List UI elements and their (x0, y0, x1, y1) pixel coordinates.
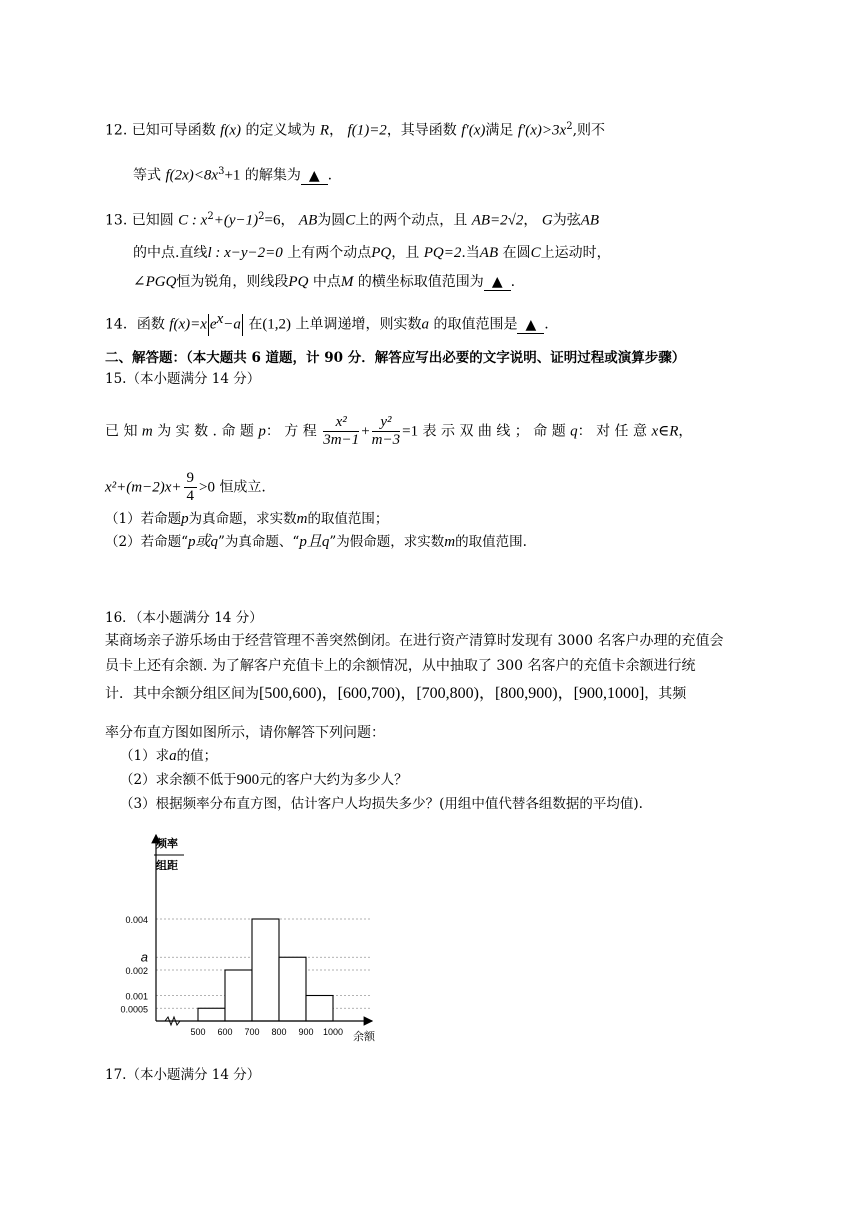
answer-blank: ▲ (484, 274, 511, 291)
y-label-bottom: 组距 (156, 860, 178, 872)
q12-line1: 12. 已知可导函数 f(x) 的定义域为 R， f(1)=2，其导函数 f′(x)满足 $f'(x)>3x^2$,则不 (105, 121, 606, 139)
y-tick-label: a (140, 949, 148, 965)
y-tick-label: 0.0005 (120, 1004, 148, 1015)
q13-line2: 的中点.直线l : x−y−2=0 上有两个动点PQ，且 PQ=2.当AB 在圆C上运动时， (133, 245, 611, 261)
section-heading: 二、解答题：（本大题共 6 道题，计 90 分．解答应写出必要的文字说明、证明过程或演算步骤） (105, 350, 686, 366)
y-tick-label: 0.001 (125, 991, 148, 1002)
frequency-histogram (110, 830, 390, 1050)
histogram-bar (225, 970, 252, 1021)
q16-sub3: （3）根据频率分布直方图，估计客户人均损失多少？(用组中值代替各组数据的平均值). (120, 796, 643, 812)
q16-para2: 员卡上还有余额. 为了解客户充值卡上的余额情况，从中抽取了 300 名客户的充值卡余额进行统 (105, 658, 696, 674)
answer-blank: ▲ (517, 317, 544, 334)
q16-sub1: （1）求a的值； (120, 748, 218, 764)
histogram-bar (252, 919, 279, 1021)
q15-sub2: （2）若命题“p或q”为真命题、“p且q”为假命题，求实数m的取值范围. (105, 534, 527, 550)
q14-line: 14．函数 f(x)=x $e^x-a$ 在(1,2) 上单调递增，则实数a 的取值范围是 ▲ . (105, 309, 549, 336)
q15-para1: 已 知 m 为 实 数 . 命 题 p： 方 程 $\frac{\text{x²}}{3m-1}$ + $\frac{\text{y²}}{m-3}$ =1 表 示 双 曲 线 ； 命 题 q： 对 任 意 x∈R， (105, 414, 693, 448)
histogram-bar (279, 957, 306, 1021)
q12-line2: 等式 $f(2x)<8x^3+1$ 的解集为 ▲ . (133, 166, 333, 184)
q15-para2: x²+(m−2)x+ $\frac{9}{4}$ >0 恒成立. (105, 470, 266, 504)
x-tick-label: 800 (271, 1027, 287, 1037)
q16-para1: 某商场亲子游乐场由于经营管理不善突然倒闭。在进行资产清算时发现有 3000 名客户办理的充值会 (105, 633, 724, 649)
histogram-bar (306, 996, 333, 1022)
x-tick-label: 1000 (322, 1027, 344, 1037)
y-tick-label: 0.002 (125, 966, 148, 976)
x-tick-label: 900 (298, 1027, 314, 1037)
fraction: $\frac{\text{y²}}{m-3}$ (371, 414, 401, 448)
x-tick-label: 500 (190, 1027, 206, 1037)
q17-header: 17.（本小题满分 14 分） (105, 1067, 261, 1083)
q16-para3: 计．其中余额分组区间为[500,600)，[600,700)，[700,800)，[800,900)，[900,1000]，其频 (105, 685, 687, 702)
q16-sub2: （2）求余额不低于900元的客户大约为多少人？ (120, 772, 408, 788)
x-tick-label: 700 (244, 1027, 260, 1037)
fraction: $\frac{\text{x²}}{3m-1}$ (323, 414, 360, 448)
q13-line3: ∠PGQ恒为锐角，则线段PQ 中点M 的横坐标取值范围为 ▲ . (133, 274, 516, 290)
y-label-top: 频率 (156, 838, 178, 850)
q15-sub1: （1）若命题p为真命题，求实数m的取值范围； (105, 511, 389, 527)
histogram-bar (198, 1008, 225, 1021)
y-tick-label: 0.004 (125, 915, 148, 925)
x-label: 余额 (353, 1031, 375, 1043)
q15-header: 15.（本小题满分 14 分） (105, 371, 261, 387)
q16-para4: 率分布直方图如图所示，请你解答下列问题： (105, 725, 385, 741)
q16-header: 16．（本小题满分 14 分） (105, 610, 263, 626)
x-tick-label: 600 (217, 1027, 233, 1037)
fraction: $\frac{9}{4}$ (184, 470, 198, 505)
answer-blank: ▲ (301, 168, 328, 185)
q13-line1: 13. 已知圆 C : $x^2+(y-1)^2=6$， AB为圆C上的两个动点，且 AB=2√2， G为弦AB (105, 211, 600, 229)
